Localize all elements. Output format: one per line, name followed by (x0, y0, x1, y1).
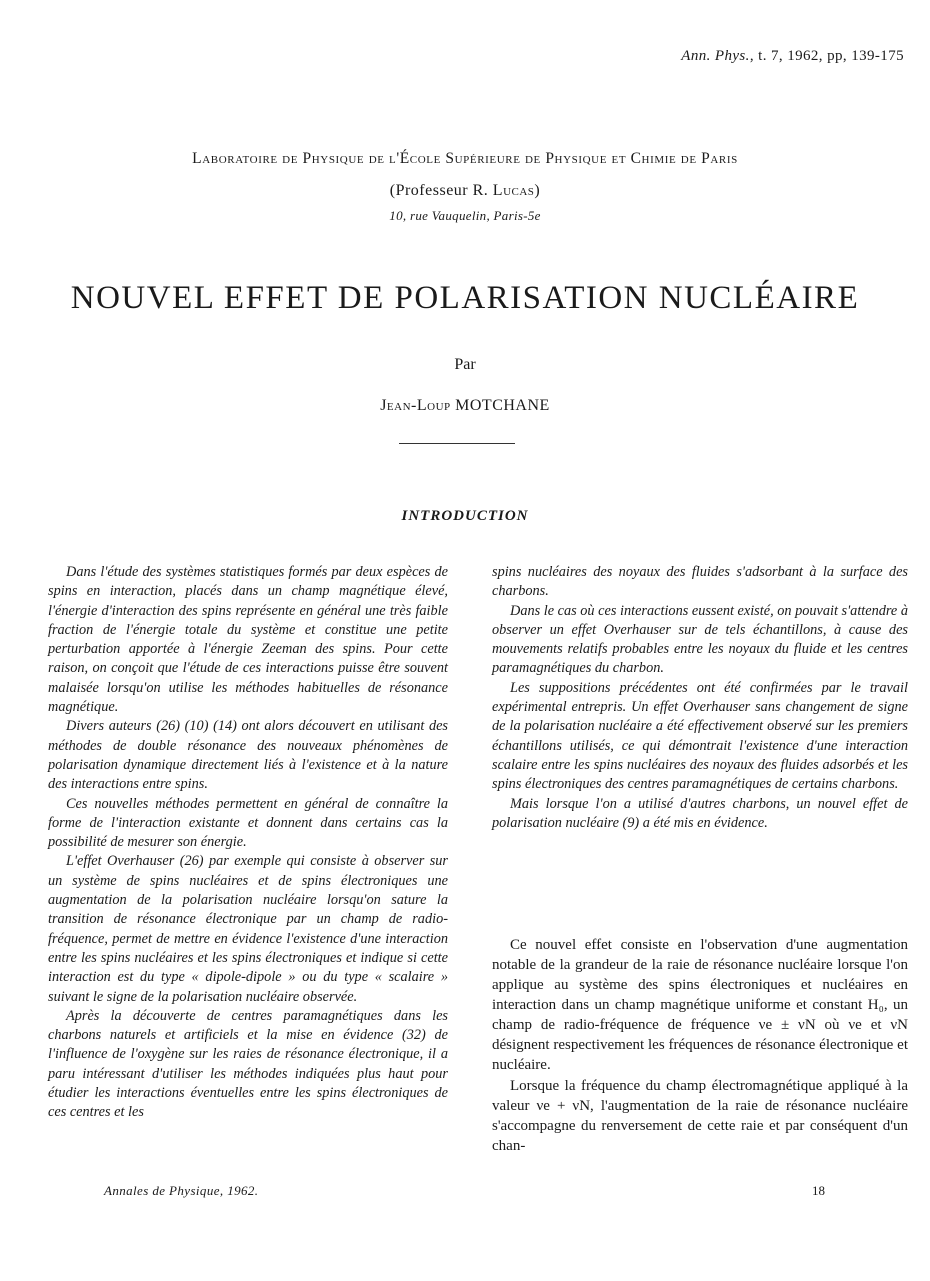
professor-suffix: ) (534, 182, 541, 199)
paragraph: Ce nouvel effet consiste en l'observation d'une augmentation notable de la grandeur de la raie de résonance nucléaire lorsque l'on applique au système des spins électroniques et nucléaires en interaction dans un champ magnétique uniforme et constant H₀, un champ de radio-fréquence de fréquence νe ± νN où νe et νN désignent respectivement les fréquences de résonance électronique et nucléaire. (492, 937, 908, 1073)
paragraph: Les suppositions précédentes ont été confirmées par le travail expérimental entrepris. Un effet Overhauser sans changement de signe de la polarisation nucléaire a été effectivement observé sur les premiers échantillons utilisés, ce qui démontrait l'existence d'une interaction scalaire entre les spins nucléaires des noyaux des fluides adsorbés et les spins électroniques des centres paramagnétiques de certains charbons. (492, 679, 908, 793)
author-first-name: Jean-Loup (380, 397, 451, 414)
left-column (48, 563, 448, 1123)
laboratory-affiliation: Laboratoire de Physique de l'École Supérieure de Physique et Chimie de Paris (192, 150, 738, 167)
professor-prefix: (Professeur R. (389, 182, 493, 199)
right-column-body (492, 935, 908, 1156)
journal-citation (681, 48, 904, 65)
footer-journal: Annales de Physique, 1962. (104, 1183, 259, 1198)
citation-volume-pages: , t. 7, 1962, pp, 139-175 (749, 48, 904, 64)
paragraph: Lorsque la fréquence du champ électromagnétique appliqué à la valeur νe + νN, l'augmentation de la raie de résonance nucléaire s'accompagne du renversement de cette raie et par conséquent d'un chan- (492, 1078, 908, 1154)
paragraph: Ces nouvelles méthodes permettent en général de connaître la forme de l'interaction existante et donnent dans certains cas la possibilité de mesurer son énergie. (48, 795, 448, 851)
title-divider (399, 443, 515, 444)
article-title: NOUVEL EFFET DE POLARISATION NUCLÉAIRE (70, 280, 860, 316)
professor-line (0, 182, 930, 200)
author-last-name: MOTCHANE (455, 397, 550, 414)
laboratory-address: 10, rue Vauquelin, Paris-5e (389, 208, 541, 223)
paragraph: Dans l'étude des systèmes statistiques formés par deux espèces de spins en interaction, placés dans un champ magnétique élevé, l'énergie d'interaction des spins représente en général une très faible fraction de l'énergie totale du système et constitue une petite perturbation apportée à l'énergie Zeeman des spins. Pour cette raison, on conçoit que l'étude de ces interactions puisse être souvent malaisée lorsqu'on utilise les méthodes habituelles de résonance magnétique. (48, 564, 448, 716)
paragraph: spins nucléaires des noyaux des fluides s'adsorbant à la surface des charbons. (492, 564, 908, 600)
journal-name: Ann. Phys. (681, 48, 750, 64)
paragraph: L'effet Overhauser (26) par exemple qui consiste à observer sur un système de spins nucléaires et de spins électroniques une augmentation de la polarisation nucléaire lorsqu'on sature la transition de résonance électronique par un champ de radio-fréquence, permet de mettre en évidence l'existence d'une interaction entre les spins nucléaires et les spins électroniques et indique si cette interaction est du type « dipole-dipole » ou du type « scalaire » suivant le signe de la polarisation nucléaire observée. (48, 853, 448, 1005)
section-heading: INTRODUCTION (401, 508, 529, 524)
right-column-italic (492, 563, 908, 833)
page-number: 18 (812, 1183, 825, 1198)
paragraph: Divers auteurs (26) (10) (14) ont alors découvert en utilisant des méthodes de double résonance des nouveaux phénomènes de polarisation dynamique directement liés à l'existence et à la nature des interactions entre spins. (48, 718, 448, 793)
paragraph: Dans le cas où ces interactions eussent existé, on pouvait s'attendre à observer un effet Overhauser sur de tels échantillons, à cause des mouvements relatifs probables entre les noyaux du fluide et les centres paramagnétiques du charbon. (492, 602, 909, 677)
byline-par: Par (454, 356, 476, 373)
author-name (0, 397, 930, 415)
paragraph: Après la découverte de centres paramagnétiques dans les charbons naturels et artificiels et la mise en évidence (32) de l'influence de l'oxygène sur les raies de résonance électronique, il a paru intéressant d'utiliser les méthodes indiquées plus haut pour étudier les interactions éventuelles entre les spins électroniques de ces centres et les (48, 1007, 448, 1121)
professor-name: Lucas (492, 182, 535, 199)
paragraph: Mais lorsque l'on a utilisé d'autres charbons, un nouvel effet de polarisation nucléaire (9) a été mis en évidence. (492, 795, 908, 831)
